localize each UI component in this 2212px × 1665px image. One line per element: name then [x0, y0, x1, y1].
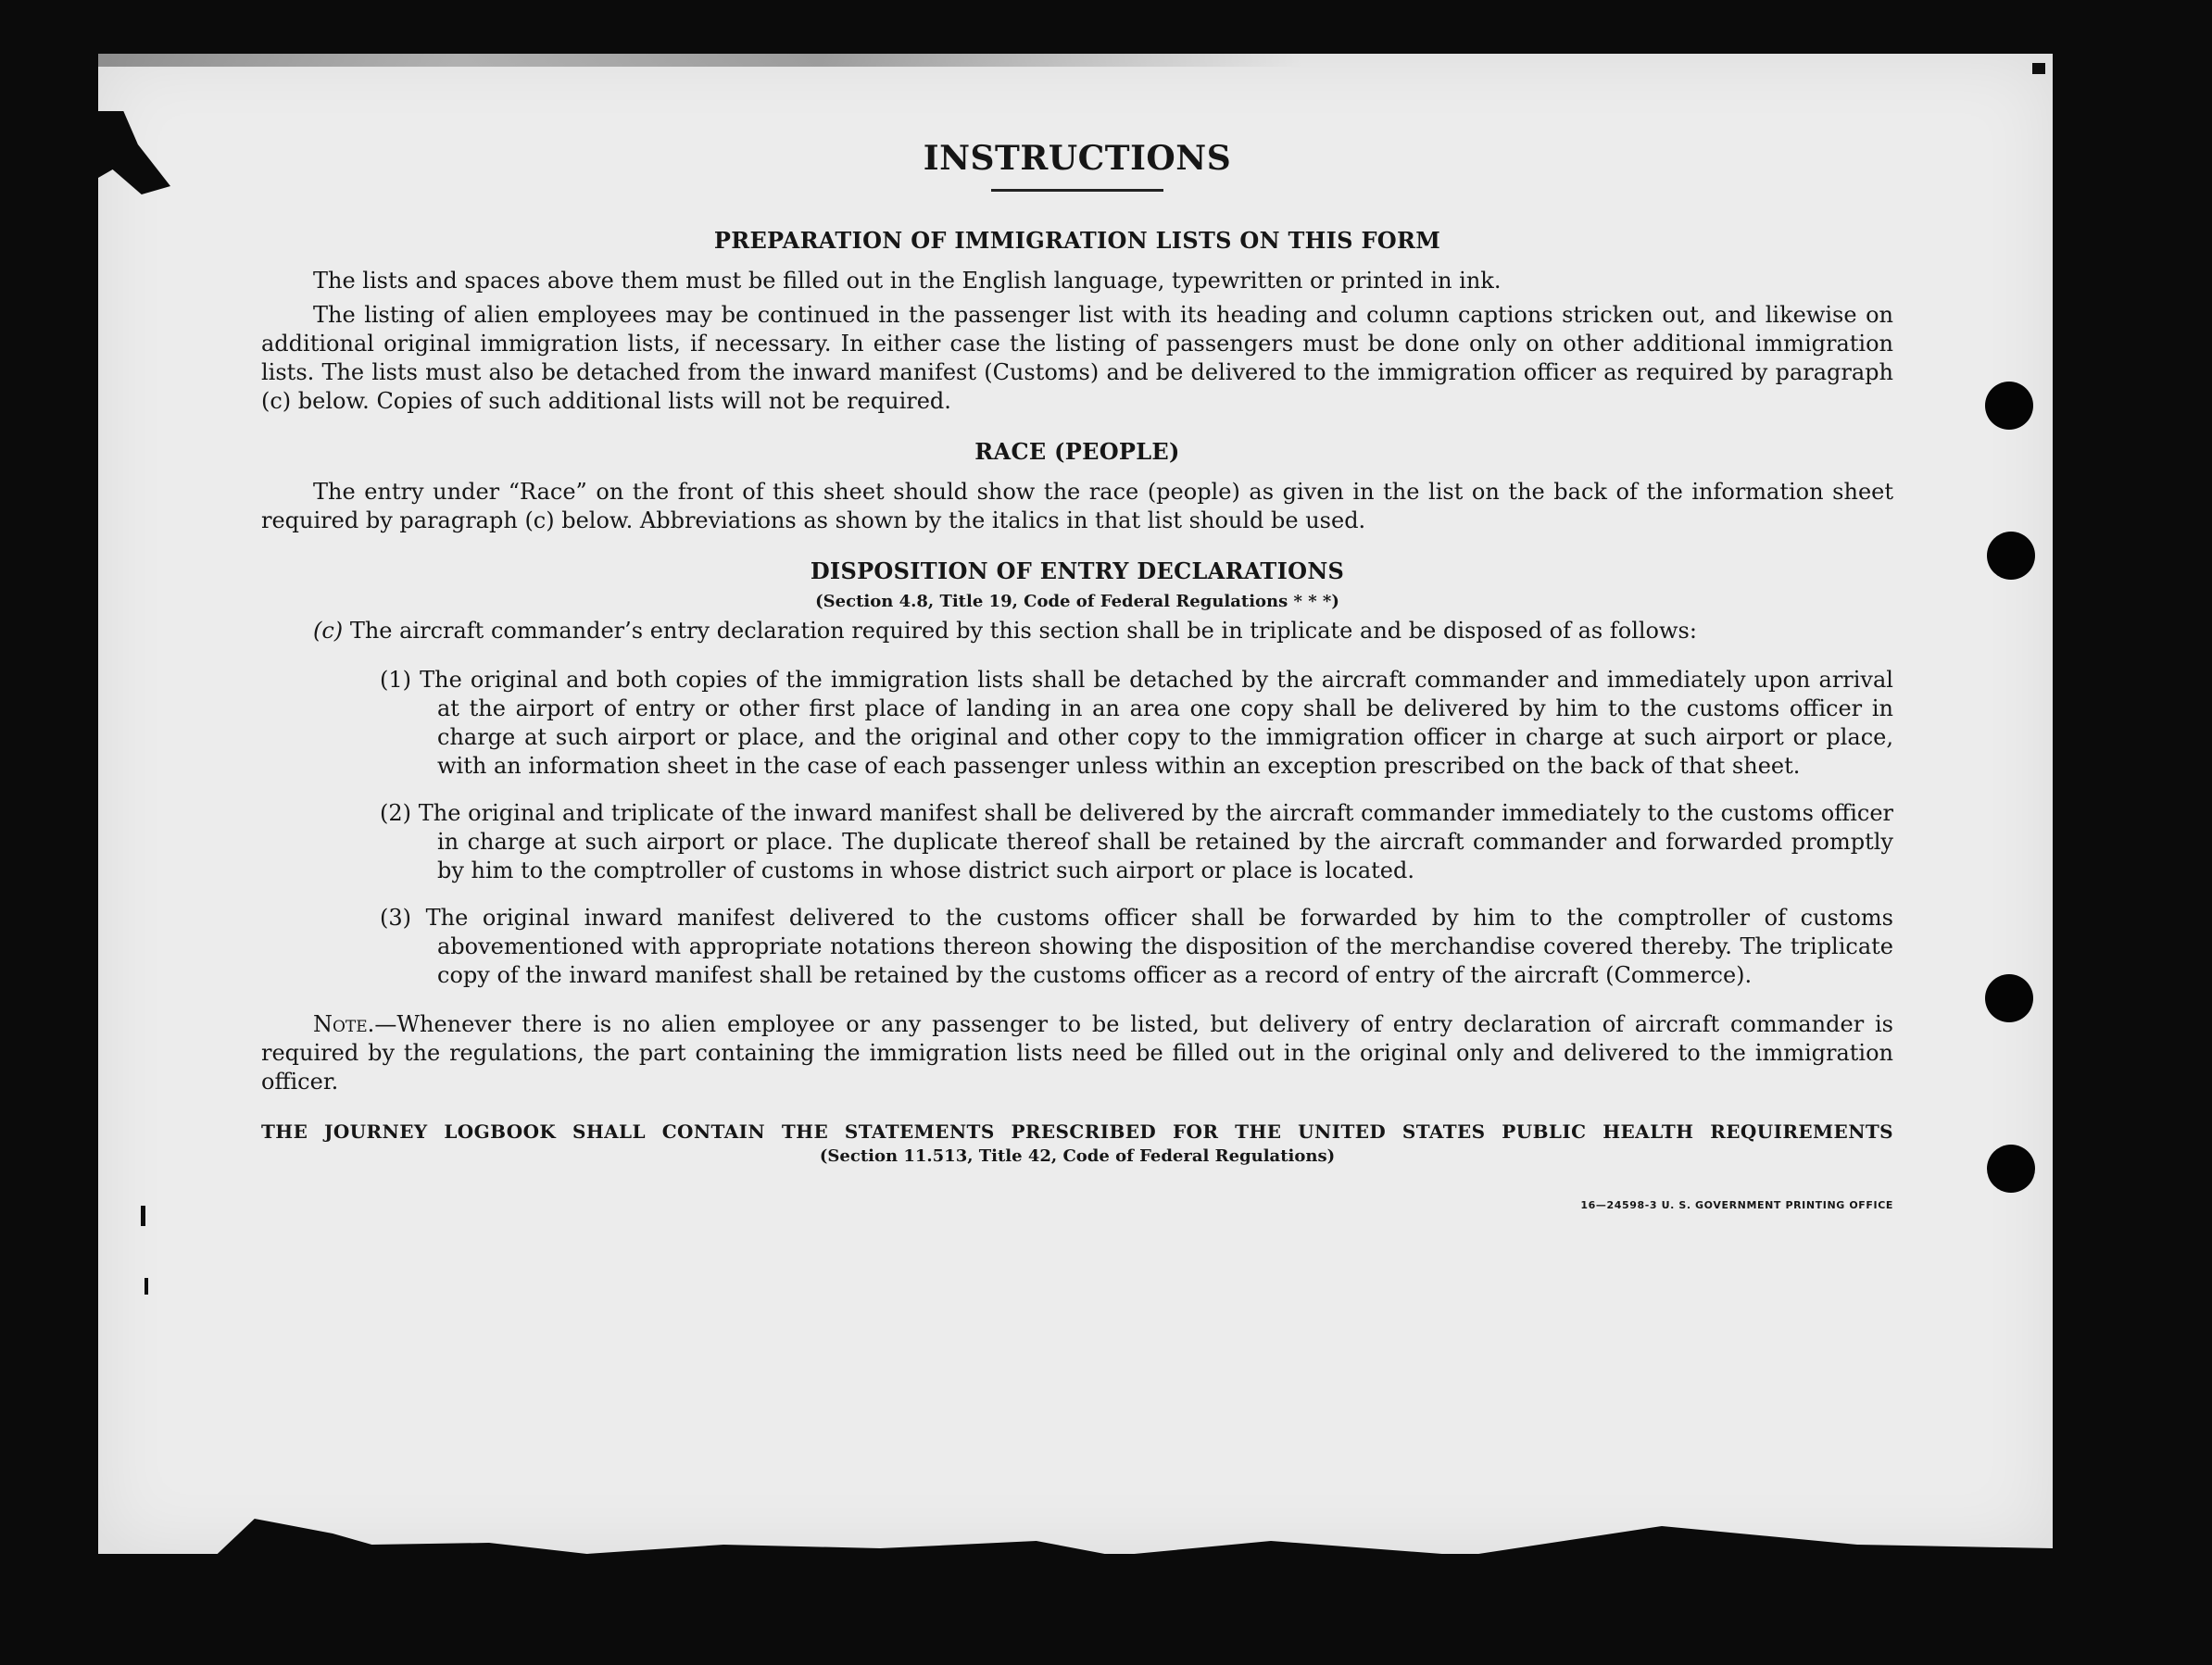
- edge-mark: [141, 1206, 145, 1226]
- preparation-paragraph-2: The listing of alien employees may be continued in the passenger list with its heading and column captions stricken out, and likewise on additional original immigration lists, if necessary. In either case the listing of passengers must be done only on other additional immigration lists. The lists must also be detached from the inward manifest (Customs) and be delivered to the immigration officer as required by paragraph (c) below. Copies of such additional lists will not be required.: [261, 302, 1893, 414]
- punch-hole: [1987, 1145, 2035, 1193]
- disposition-item-2: [261, 799, 1893, 885]
- corner-mark: [2032, 63, 2045, 74]
- disposition-intro-label: (c): [313, 618, 344, 644]
- disposition-intro-text: The aircraft commander’s entry declaration required by this section shall be in triplicate and be disposed of as follows:: [349, 618, 1697, 644]
- logbook-citation: (Section 11.513, Title 42, Code of Federal Regulations): [819, 1146, 1336, 1166]
- disposition-item-3: [261, 904, 1893, 990]
- race-paragraph: The entry under “Race” on the front of this sheet should show the race (people) as given in the list on the back of the information sheet required by paragraph (c) below. Abbreviations as shown by the italics in that list should be used.: [261, 479, 1893, 533]
- punch-hole: [1985, 382, 2033, 430]
- disposition-heading: DISPOSITION OF ENTRY DECLARATIONS: [810, 557, 1345, 584]
- disposition-intro: [261, 617, 1893, 645]
- item-number: (3): [380, 905, 411, 931]
- torn-top-edge: [98, 54, 1302, 67]
- printing-office-imprint: 16—24598-3 U. S. GOVERNMENT PRINTING OFFICE: [1580, 1199, 1893, 1211]
- note-label: Note.: [313, 1011, 375, 1037]
- page-title: INSTRUCTIONS: [923, 139, 1232, 178]
- instructions-content: [261, 139, 1893, 1221]
- item-number: (2): [380, 800, 411, 826]
- disposition-item-1: [261, 666, 1893, 781]
- race-heading: RACE (PEOPLE): [974, 438, 1180, 465]
- item-number: (1): [380, 667, 411, 693]
- disposition-citation: (Section 4.8, Title 19, Code of Federal Regulations * * *): [815, 592, 1339, 611]
- logbook-statement: THE JOURNEY LOGBOOK SHALL CONTAIN THE STATEMENTS PRESCRIBED FOR THE UNITED STATES PUBLIC HEALTH REQUIREMENTS: [261, 1120, 1893, 1143]
- note-paragraph: [261, 1010, 1893, 1096]
- punch-hole: [1987, 532, 2035, 580]
- note-text: —Whenever there is no alien employee or any passenger to be listed, but delivery of entry declaration of aircraft commander is required by the regulations, the part containing the immigration lists need be filled out in the original only and delivered to the immigration officer.: [261, 1011, 1893, 1095]
- item-text: The original inward manifest delivered to the customs officer shall be forwarded by him to the comptroller of customs abovementioned with appropriate notations thereon showing the disposition of the merchandise covered thereby. The triplicate copy of the inward manifest shall be retained by the customs officer as a record of entry of the aircraft (Commerce).: [425, 905, 1893, 988]
- item-text: The original and both copies of the immigration lists shall be detached by the aircraft commander and immediately upon arrival at the airport of entry or other first place of landing in an area one copy shall be delivered by him to the customs officer in charge at such airport or place, and the original and other copy to the immigration officer in charge at such airport or place, with an information sheet in the case of each passenger unless within an exception prescribed on the back of that sheet.: [420, 667, 1893, 779]
- edge-mark: [145, 1278, 148, 1295]
- preparation-paragraph-1: The lists and spaces above them must be filled out in the English language, typewritten or printed in ink.: [313, 268, 1502, 294]
- punch-hole: [1985, 974, 2033, 1022]
- item-text: The original and triplicate of the inward manifest shall be delivered by the aircraft commander immediately to the customs officer in charge at such airport or place. The duplicate thereof shall be retained by the aircraft commander and forwarded promptly by him to the comptroller of customs in whose district such airport or place is located.: [418, 800, 1893, 883]
- preparation-heading: PREPARATION OF IMMIGRATION LISTS ON THIS FORM: [713, 227, 1441, 254]
